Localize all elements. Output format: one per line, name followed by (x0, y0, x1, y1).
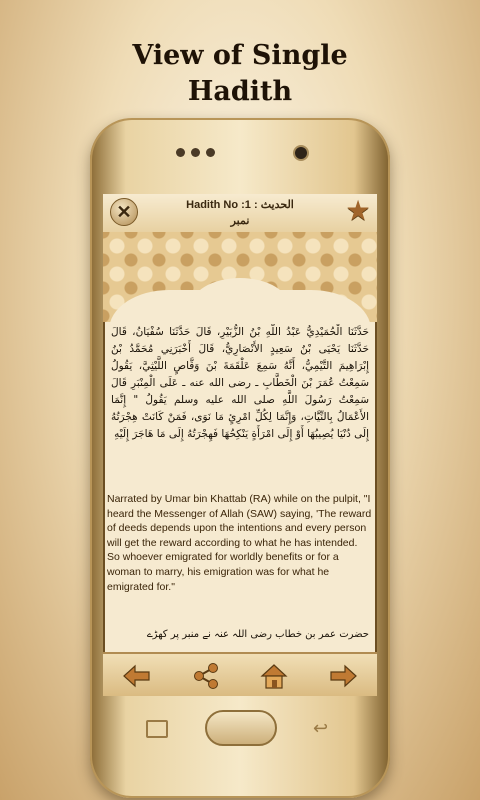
home-button-app[interactable] (256, 659, 292, 693)
close-button[interactable] (110, 198, 138, 226)
recent-apps-icon[interactable] (146, 720, 168, 738)
front-camera (295, 147, 307, 159)
app-screen (103, 194, 377, 696)
arrow-right-icon (328, 662, 358, 690)
arrow-left-icon (122, 662, 152, 690)
promo-title (0, 38, 480, 110)
hadith-number: Hadith No :1 : الحدیث (186, 199, 294, 211)
close-icon: ✕ (116, 201, 132, 222)
hadith-content[interactable] (103, 322, 377, 652)
sensor-dot (206, 148, 215, 157)
phone-sensors (176, 148, 215, 157)
share-icon (191, 662, 221, 690)
sensor-dot (191, 148, 200, 157)
hadith-number-label: نمبر (230, 215, 250, 227)
promo-title-line2: Hadith (187, 76, 293, 107)
home-icon (259, 662, 289, 690)
promo-title-line1: View of Single (132, 40, 348, 71)
sensor-dot (176, 148, 185, 157)
previous-button[interactable] (119, 659, 155, 693)
back-icon[interactable]: ↩ (313, 718, 329, 738)
hadith-urdu-text: حضرت عمر بن خطاب رضی اللہ عنہ نے منبر پر کھڑے (146, 629, 369, 640)
favorite-button[interactable] (344, 196, 372, 226)
phone-home-button[interactable] (205, 710, 277, 746)
star-icon: ★ (345, 195, 371, 226)
phone-frame (90, 118, 390, 798)
hadith-arabic-text: حَدَّثَنَا الْحُمَيْدِيُّ عَبْدُ اللَّهِ بْنُ الزُّبَيْرِ، قَالَ حَدَّثَنَا سُفْيَانُ، قَالَ حَدَّثَنَا يَحْيَى بْنُ سَعِيدٍ الأَنْصَارِيُّ، قَالَ أَخْبَرَنِي مُحَمَّدُ بْنُ إِبْرَاهِيمَ التَّيْمِيُّ، أَنَّهُ سَمِعَ عَلْقَمَةَ بْنَ وَقَّاصٍ اللَّيْثِيَّ، يَقُولُ سَمِعْتُ عُمَرَ بْنَ الْخَطَّابِ ـ رضى الله عنه ـ عَلَى الْمِنْبَرِ قَالَ سَمِعْتُ رَسُولَ اللَّهِ صلى الله عليه وسلم يَقُولُ " إِنَّمَا الأَعْمَالُ بِالنِّيَّاتِ، وَإِنَّمَا لِكُلِّ امْرِئٍ مَا نَوَى، فَمَنْ كَانَتْ هِجْرَتُهُ إِلَى دُنْيَا يُصِيبُهَا أَوْ إِلَى امْرَأَةٍ يَنْكِحُهَا فَهِجْرَتُهُ إِلَى مَا هَاجَرَ إِلَيْهِ (111, 326, 369, 440)
hadith-header (103, 194, 377, 233)
hadith-english-text: Narrated by Umar bin Khattab (RA) while on the pulpit, "I heard the Messenger of Allah (SAW) saying, 'The reward of deeds depends upon the intentions and every person will get the reward according to what he has intended. So whoever emigrated for worldly benefits or for a woman to marry, his emigration was for what he emigrated for." (107, 493, 372, 593)
next-button[interactable] (325, 659, 361, 693)
phone-hardware-keys (90, 696, 390, 756)
bottom-toolbar (103, 652, 377, 696)
share-button[interactable] (188, 659, 224, 693)
